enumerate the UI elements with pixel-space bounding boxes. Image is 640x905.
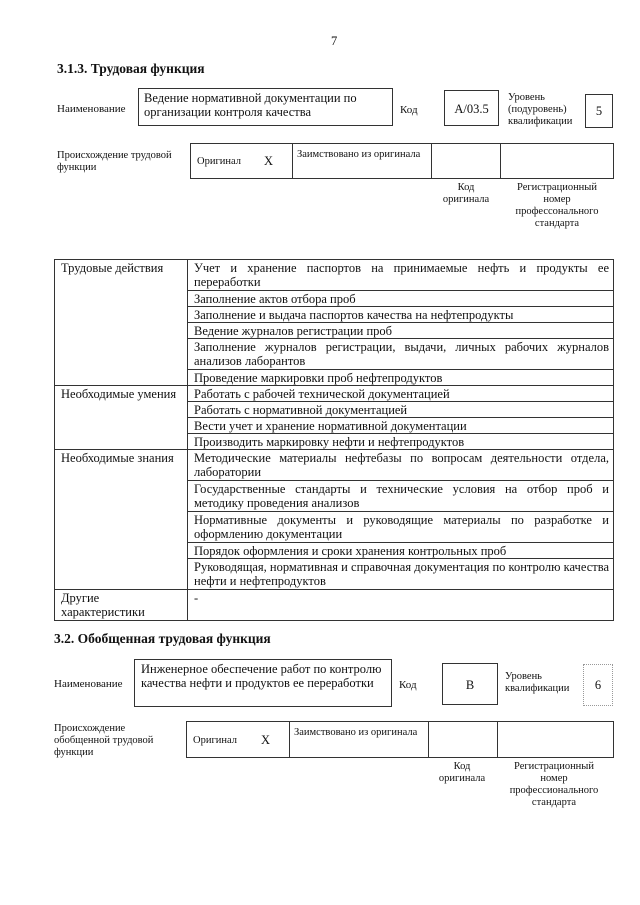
section-heading: 3.1.3. Трудовая функция	[57, 61, 205, 76]
level-label-2: Уровень квалификации	[505, 671, 570, 694]
code-label: Код	[400, 104, 418, 116]
table-cell: Работать с рабочей технической документацией	[188, 386, 614, 402]
original-label: Оригинал	[197, 156, 241, 167]
table-cell: Учет и хранение паспортов на принимаемые нефть и продукты ее переработки	[188, 260, 614, 291]
origin-label: Происхождение трудовой функции	[57, 150, 172, 173]
function-name-field: Ведение нормативной документации по организации контроля качества	[138, 88, 393, 126]
level-field: 5	[585, 94, 613, 128]
table-cell: -	[188, 590, 614, 621]
row-label: Необходимые умения	[55, 386, 188, 450]
reg-number-caption: Регистрационный номер профессонального стандарта	[515, 182, 599, 229]
row-label: Необходимые знания	[55, 450, 188, 590]
code-original-cell	[431, 143, 501, 179]
table-cell: Заполнение актов отбора проб	[188, 291, 614, 307]
borrowed-cell-2: Заимствовано из оригинала	[289, 721, 429, 758]
table-cell: Заполнение и выдача паспортов качества на нефтепродукты	[188, 307, 614, 323]
section2-heading: 3.2. Обобщенная трудовая функция	[54, 631, 271, 646]
original-label-2: Оригинал	[193, 735, 237, 746]
level-label: Уровень (подуровень) квалификации	[508, 92, 573, 127]
generalized-function-name-field: Инженерное обеспечение работ по контролю качества нефти и продуктов ее переработки	[134, 659, 392, 707]
level-field-2: 6	[583, 664, 613, 706]
row-label: Трудовые действия	[55, 260, 188, 386]
table-cell: Проведение маркировки проб нефтепродуктов	[188, 370, 614, 386]
table-cell: Нормативные документы и руководящие материалы по разработке и оформлению документации	[188, 512, 614, 543]
code-original-caption-2: Код оригинала	[438, 761, 486, 784]
page-number: 7	[331, 34, 338, 48]
origin-label-2: Происхождение обобщенной трудовой функции	[54, 723, 154, 758]
reg-number-cell-2	[497, 721, 614, 758]
original-cell	[190, 143, 293, 179]
code-field-2: В	[442, 663, 498, 705]
original-mark-2: X	[261, 733, 271, 747]
table-cell: Вести учет и хранение нормативной документации	[188, 418, 614, 434]
table-cell: Работать с нормативной документацией	[188, 402, 614, 418]
original-cell-2	[186, 721, 290, 758]
borrowed-cell: Заимствовано из оригинала	[292, 143, 432, 179]
code-field: A/03.5	[444, 90, 499, 126]
table-cell: Методические материалы нефтебазы по вопросам деятельности отдела, лаборатории	[188, 450, 614, 481]
original-mark: X	[264, 154, 274, 168]
table-cell: Порядок оформления и сроки хранения контрольных проб	[188, 543, 614, 559]
code-original-cell-2	[428, 721, 498, 758]
row-label: Другие характеристики	[55, 590, 188, 621]
reg-number-caption-2: Регистрационный номер профессионального стандарта	[509, 761, 599, 808]
table-cell: Заполнение журналов регистрации, выдачи, личных рабочих журналов анализов лаборантов	[188, 339, 614, 370]
name-label-2: Наименование	[54, 678, 123, 690]
table-cell: Руководящая, нормативная и справочная документация по контролю качества нефти и нефтепродуктов	[188, 559, 614, 590]
table-cell: Ведение журналов регистрации проб	[188, 323, 614, 339]
name-label: Наименование	[57, 103, 126, 115]
reg-number-cell	[500, 143, 614, 179]
code-original-caption: Код оригинала	[442, 182, 490, 205]
table-cell: Производить маркировку нефти и нефтепродуктов	[188, 434, 614, 450]
table-cell: Государственные стандарты и технические условия на отбор проб и методику проведения анализов	[188, 481, 614, 512]
code-label-2: Код	[399, 679, 417, 691]
function-details-table	[54, 259, 614, 621]
